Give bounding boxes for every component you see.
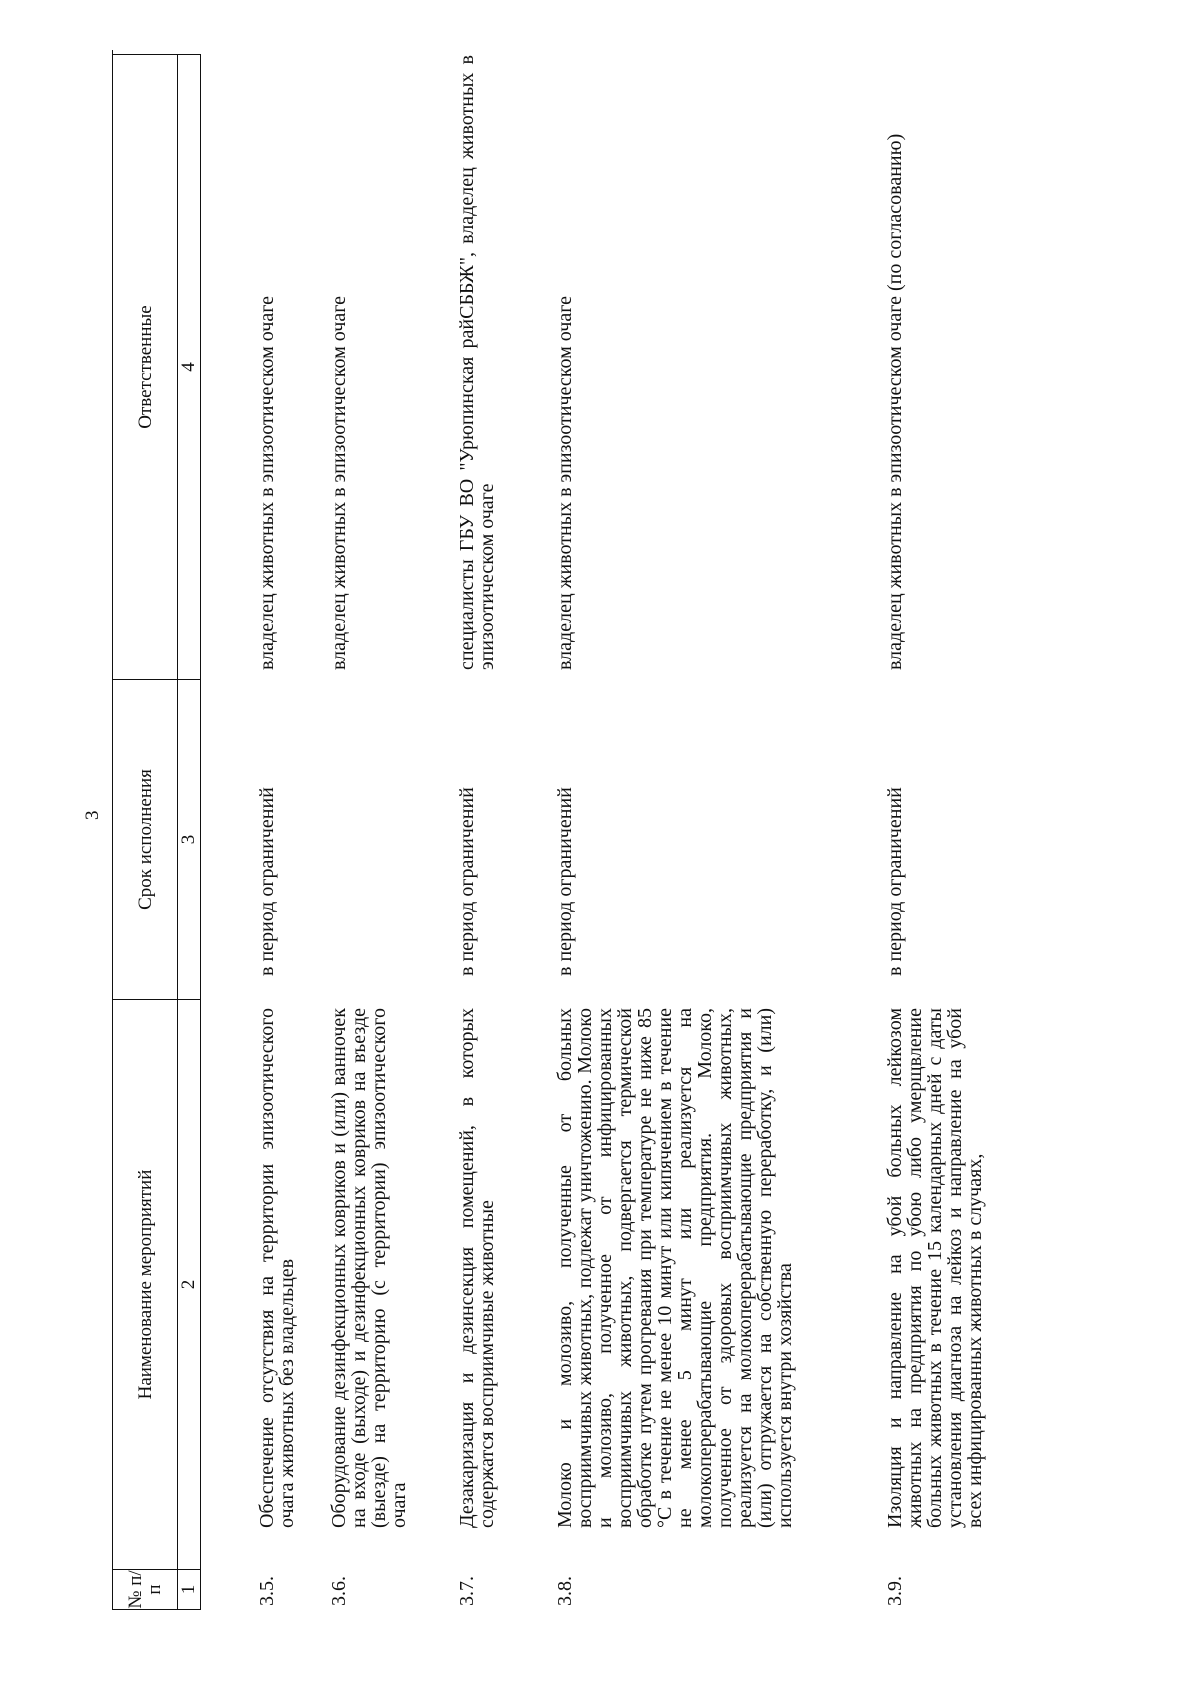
row-term: в период ограничений <box>256 787 278 976</box>
header-num: № п/п <box>113 1569 178 1609</box>
row-measure: Молоко и молозиво, полученные от больных восприимчивых животных, подлежат уничтожению. Молоко и молозиво, полученное от инфицированных восприимчивых животных, подвергается термической обработке путем прогревания при температуре не ниже 85 °С в течение не менее 10 минут или кипячением в течение не менее 5 минут или реализуется на молокоперерабатывающие предприятия. Молоко, полученное от здоровых восприимчивых животных, реализуется на молокоперерабатывающие предприятия и (или) отгружается на собственную переработку, и (или) используется внутри хозяйства <box>554 1008 796 1528</box>
row-measure: Изоляция и направление на убой больных лейкозом животных на предприятия по убою либо умерщвление больных животных в течение 15 календарных дней с даты установления диагноза на лейкоз и направление на убой всех инфицированных животных в случаях, <box>884 1008 986 1528</box>
row-number: 3.5. <box>256 1576 278 1606</box>
header-responsible: Ответственные <box>113 54 178 679</box>
row-measure: Дезакаризация и дезинсекция помещений, в которых содержатся восприимчивые животные <box>456 1008 498 1528</box>
table-row <box>329 50 457 1610</box>
table-row <box>457 50 555 1610</box>
header-term: Срок исполнения <box>113 679 178 999</box>
row-term: в период ограничений <box>554 787 576 976</box>
table-row <box>555 50 885 1610</box>
row-responsible: владелец животных в эпизоотическом очаге <box>328 295 350 670</box>
col-number: 4 <box>178 54 201 679</box>
row-number: 3.7. <box>456 1576 478 1606</box>
page-number: 3 <box>82 810 103 820</box>
row-responsible: специалисты ГБУ ВО "Урюпинская райСББЖ", владелец животных в эпизоотическом очаге <box>456 55 498 670</box>
row-number: 3.9. <box>884 1576 906 1606</box>
row-number: 3.6. <box>328 1576 350 1606</box>
row-responsible: владелец животных в эпизоотическом очаге (по согласованию) <box>884 133 906 670</box>
row-term: в период ограничений <box>884 787 906 976</box>
row-number: 3.8. <box>554 1576 576 1606</box>
col-number: 3 <box>178 679 201 999</box>
row-term: в период ограничений <box>456 787 478 976</box>
table-row <box>257 50 329 1610</box>
row-term <box>329 680 457 1000</box>
table-header <box>112 50 201 1610</box>
header-measure: Наименование мероприятий <box>113 999 178 1569</box>
col-number: 1 <box>178 1569 201 1609</box>
table-row <box>885 50 1015 1610</box>
row-measure: Оборудование дезинфекционных ковриков и (или) ванночек на входе (выходе) и дезинфекционных ковриков на въезде (выезде) на территорию (с территории) эпизоотического очага <box>328 1008 410 1528</box>
row-measure: Обеспечение отсутствия на территории эпизоотического очага животных без владельцев <box>256 1008 298 1528</box>
col-number: 2 <box>178 999 201 1569</box>
measures-table <box>112 50 1072 1610</box>
row-responsible: владелец животных в эпизоотическом очаге <box>554 295 576 670</box>
row-responsible: владелец животных в эпизоотическом очаге <box>256 295 278 670</box>
